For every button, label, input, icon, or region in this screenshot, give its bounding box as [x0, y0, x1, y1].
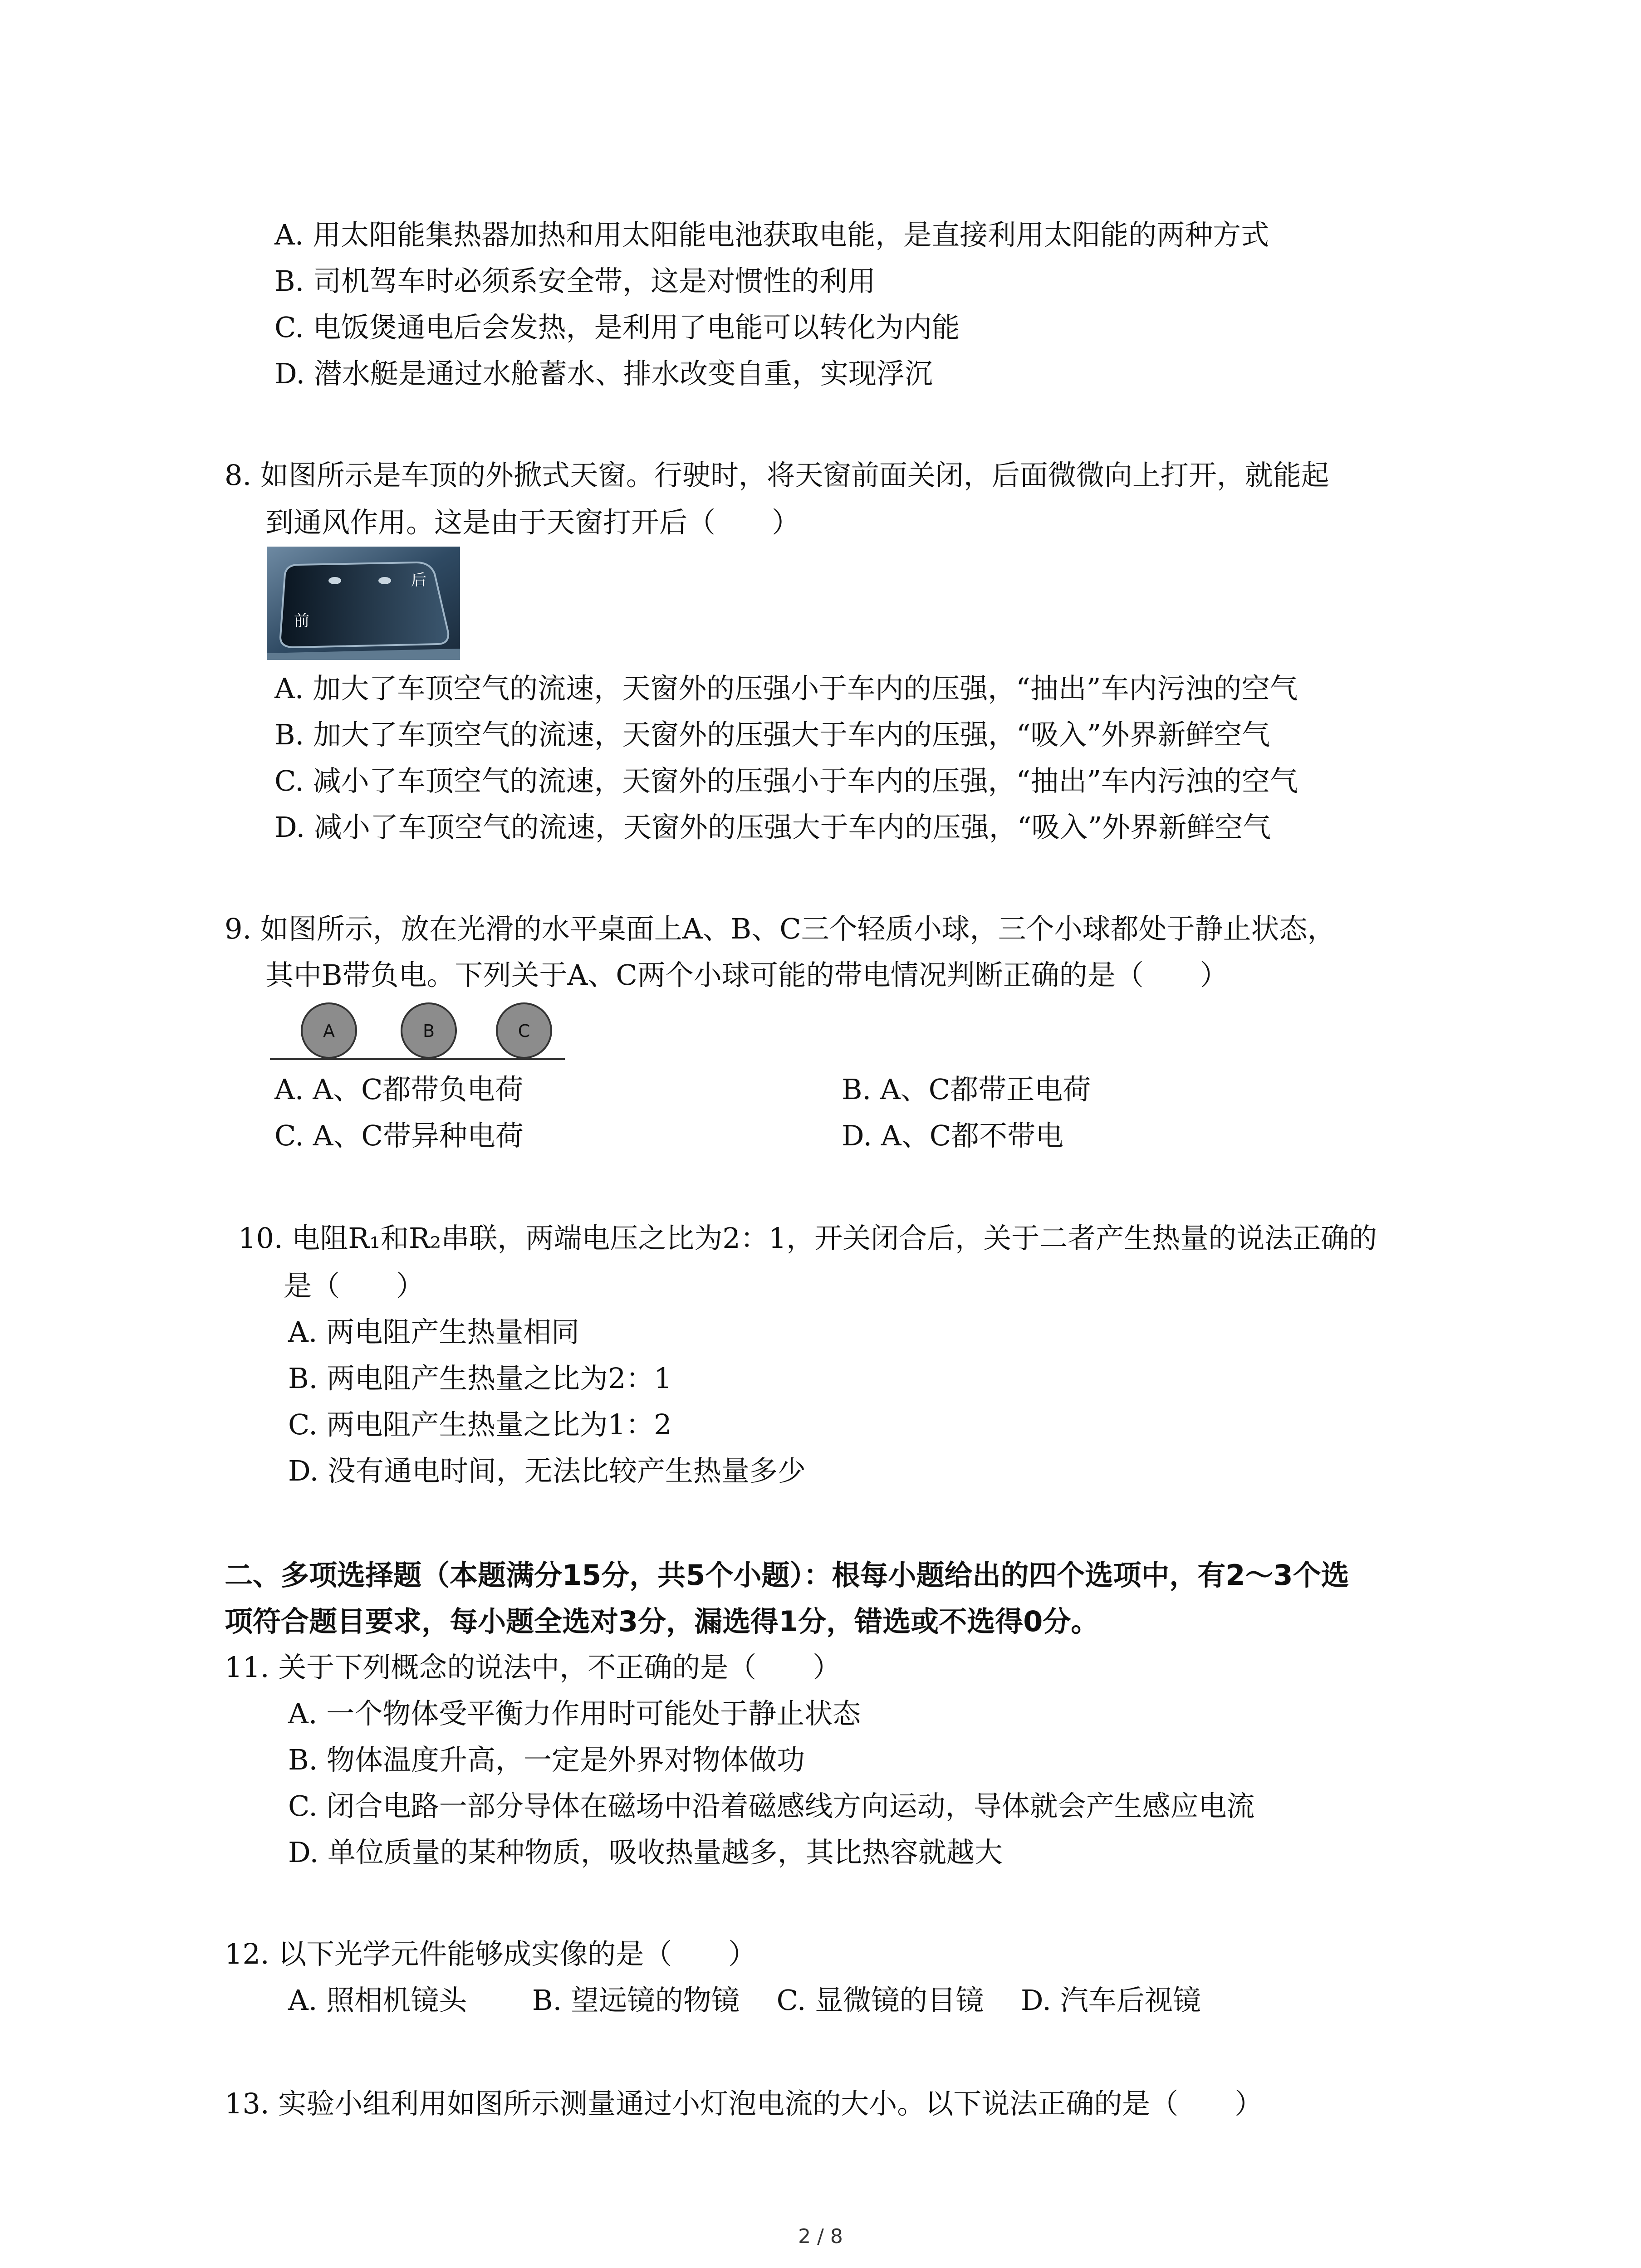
- q8-stem-line1: 8. 如图所示是车顶的外掀式天窗。行驶时，将天窗前面关闭，后面微微向上打开，就能起: [225, 459, 1329, 492]
- section2-heading-line2: 项符合题目要求，每小题全选对3分，漏选得1分，错选或不选得0分。: [225, 1605, 1099, 1638]
- q11-option-b: B. 物体温度升高，一定是外界对物体做功: [288, 1743, 805, 1776]
- q11-option-d: D. 单位质量的某种物质，吸收热量越多，其比热容就越大: [288, 1836, 1003, 1869]
- q11-stem: 11. 关于下列概念的说法中，不正确的是（ ）: [225, 1651, 841, 1684]
- page-number: 2 / 8: [798, 2225, 843, 2248]
- q8-stem-line2: 到通风作用。这是由于天窗打开后（ ）: [265, 506, 800, 539]
- q13-stem: 13. 实验小组利用如图所示测量通过小灯泡电流的大小。以下说法正确的是（ ）: [225, 2087, 1263, 2120]
- q9-option-d: D. A、C都不带电: [842, 1119, 1064, 1152]
- ball-b-label: B: [422, 1021, 435, 1041]
- q7-option-b: B. 司机驾车时必须系安全带，这是对惯性的利用: [274, 264, 876, 298]
- ball-c: [497, 1003, 551, 1058]
- q9-stem-line1: 9. 如图所示，放在光滑的水平桌面上A、B、C三个轻质小球，三个小球都处于静止状态，: [225, 912, 1336, 945]
- sunroof-label-back: 后: [411, 571, 426, 589]
- q12-stem: 12. 以下光学元件能够成实像的是（ ）: [225, 1937, 757, 1970]
- section2-heading-line1: 二、多项选择题（本题满分15分，共5个小题）：根每小题给出的四个选项中，有2～3个选: [225, 1559, 1349, 1592]
- q9-option-c: C. A、C带异种电荷: [274, 1119, 524, 1152]
- q8-option-c: C. 减小了车顶空气的流速，天窗外的压强小于车内的压强，“抽出”车内污浊的空气: [274, 764, 1298, 797]
- q9-stem-line2: 其中B带负电。下列关于A、C两个小球可能的带电情况判断正确的是（ ）: [265, 958, 1228, 992]
- q7-option-c: C. 电饭煲通电后会发热，是利用了电能可以转化为内能: [274, 311, 960, 344]
- sunroof-label-front: 前: [294, 612, 309, 630]
- q10-option-d: D. 没有通电时间，无法比较产生热量多少: [288, 1454, 806, 1487]
- sunroof-image: [267, 547, 460, 660]
- q12-options: A. 照相机镜头 B. 望远镜的物镜 C. 显微镜的目镜 D. 汽车后视镜: [288, 1984, 1201, 2017]
- q8-option-a: A. 加大了车顶空气的流速，天窗外的压强小于车内的压强，“抽出”车内污浊的空气: [274, 672, 1298, 705]
- q10-stem-line1: 10. 电阻R₁和R₂串联，两端电压之比为2：1，开关闭合后，关于二者产生热量的说法正确的: [238, 1222, 1377, 1255]
- q10-option-b: B. 两电阻产生热量之比为2：1: [288, 1362, 672, 1395]
- q7-option-a: A. 用太阳能集热器加热和用太阳能电池获取电能，是直接利用太阳能的两种方式: [274, 218, 1269, 251]
- q8-option-b: B. 加大了车顶空气的流速，天窗外的压强大于车内的压强，“吸入”外界新鲜空气: [274, 718, 1270, 751]
- ball-b: [402, 1003, 456, 1058]
- balls-figure: [270, 1002, 565, 1061]
- q10-option-c: C. 两电阻产生热量之比为1：2: [288, 1408, 672, 1441]
- q8-option-d: D. 减小了车顶空气的流速，天窗外的压强大于车内的压强，“吸入”外界新鲜空气: [274, 811, 1271, 844]
- q11-option-c: C. 闭合电路一部分导体在磁场中沿着磁感线方向运动，导体就会产生感应电流: [288, 1789, 1255, 1823]
- ball-c-label: C: [518, 1021, 530, 1041]
- q7-option-d: D. 潜水艇是通过水舱蓄水、排水改变自重，实现浮沉: [274, 357, 933, 390]
- q11-option-a: A. 一个物体受平衡力作用时可能处于静止状态: [288, 1697, 861, 1730]
- q9-option-b: B. A、C都带正电荷: [842, 1073, 1091, 1106]
- ball-a: [302, 1003, 356, 1058]
- q10-option-a: A. 两电阻产生热量相同: [288, 1315, 580, 1349]
- q10-stem-line2: 是（ ）: [284, 1269, 425, 1302]
- ball-a-label: A: [323, 1021, 335, 1041]
- q9-option-a: A. A、C都带负电荷: [274, 1073, 524, 1106]
